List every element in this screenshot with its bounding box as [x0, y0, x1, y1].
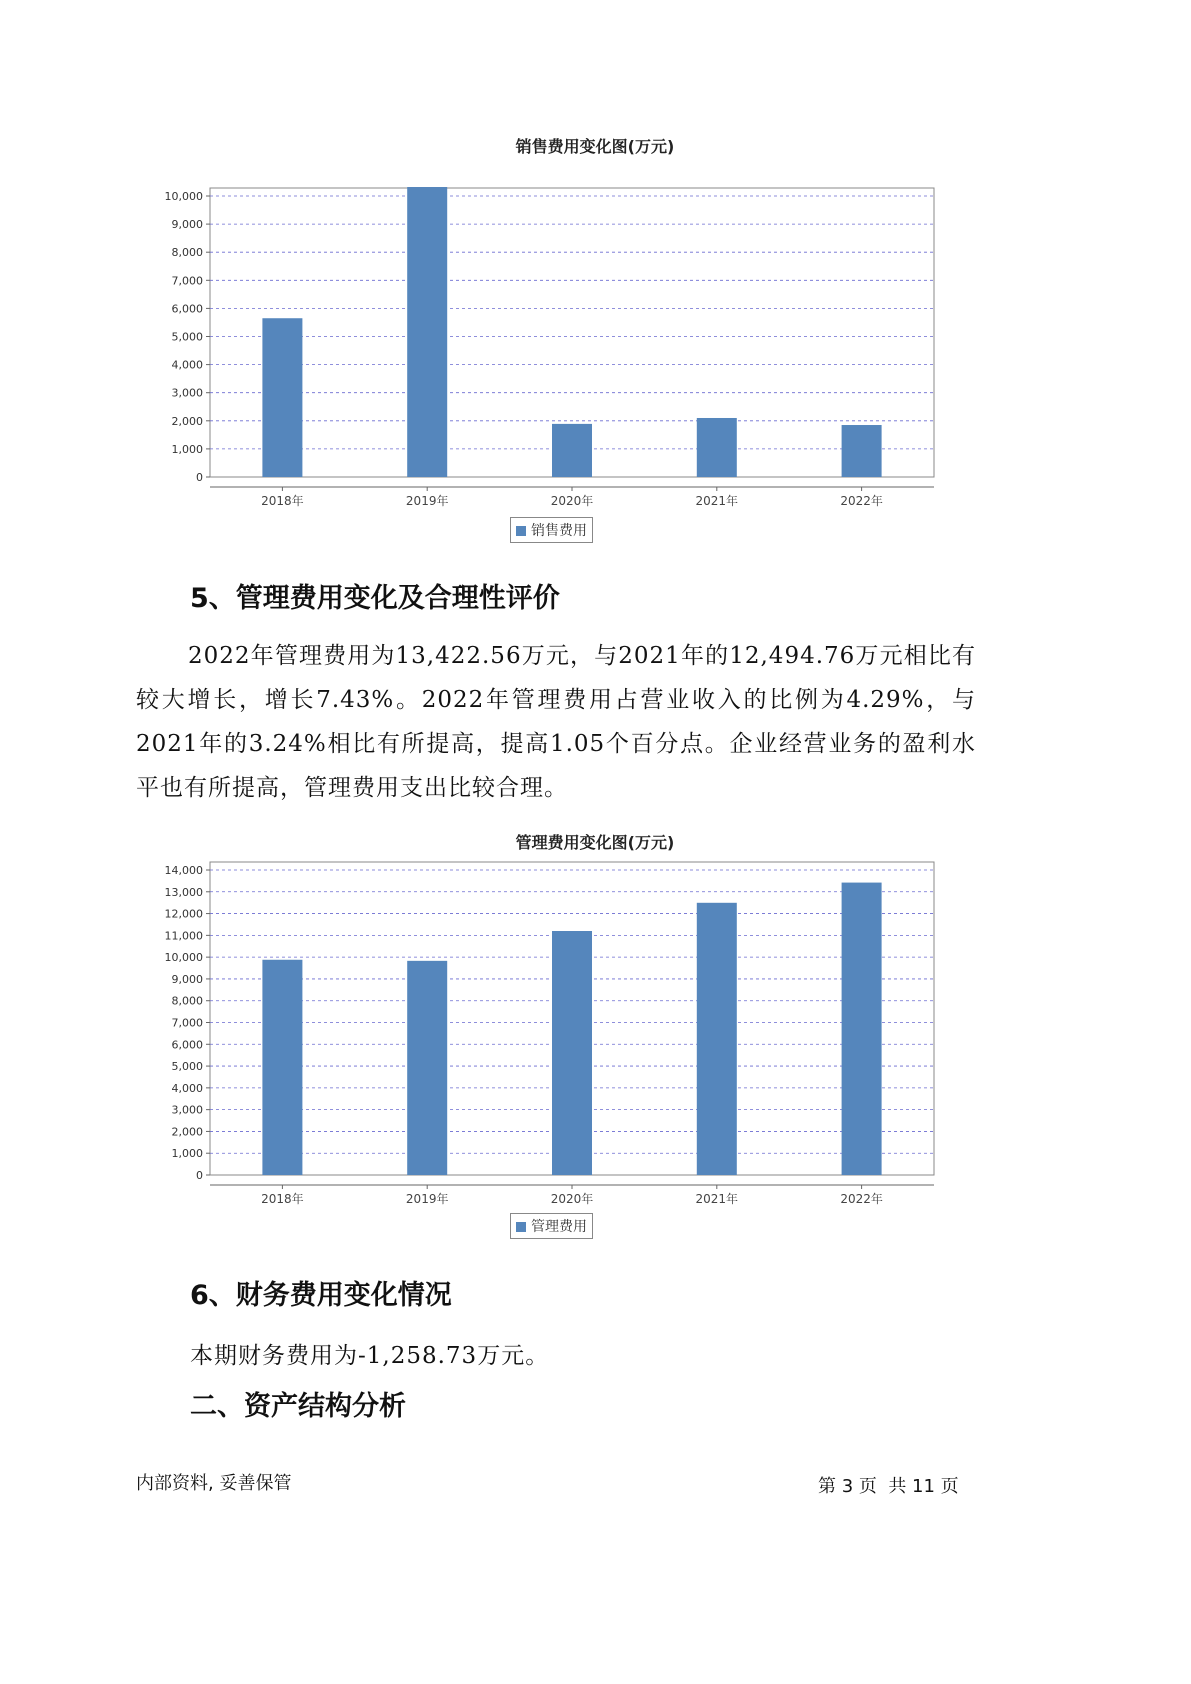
y-tick-label: 11,000 — [164, 929, 203, 943]
section-heading-admin-expense: 5、管理费用变化及合理性评价 — [190, 583, 560, 614]
y-tick-label: 10,000 — [164, 951, 203, 965]
y-tick-label: 4,000 — [171, 1081, 203, 1095]
y-tick-label: 10,000 — [164, 190, 203, 203]
y-tick-label: 5,000 — [171, 1060, 203, 1074]
bar — [407, 187, 447, 477]
x-tick-label: 2020年 — [550, 494, 594, 508]
y-tick-label: 13,000 — [164, 885, 203, 899]
x-tick-label: 2019年 — [405, 1192, 449, 1206]
x-tick-label: 2021年 — [695, 494, 739, 508]
paragraph-text: 2022年管理费用为13,422.56万元，与2021年的12,494.76万元相比有较大增长，增长7.43%。2022年管理费用占营业收入的比例为4.29%，与2021年的3.24%相比有所提高，提高1.05个百分点。企业经营业务的盈利水平也有所提高，管理费用支出比较合理。 — [136, 643, 976, 801]
y-tick-label: 3,000 — [171, 1103, 203, 1117]
legend-swatch — [516, 526, 526, 536]
admin-expense-paragraph — [136, 634, 976, 810]
x-tick-label: 2018年 — [261, 494, 304, 508]
legend-label: 销售费用 — [531, 523, 587, 539]
chart-title: 管理费用变化图(万元) — [515, 833, 675, 852]
x-tick-label: 2022年 — [840, 1192, 883, 1206]
y-tick-label: 2,000 — [171, 414, 203, 428]
y-tick-label: 5,000 — [171, 330, 203, 344]
y-tick-label: 7,000 — [171, 1016, 203, 1030]
y-tick-label: 12,000 — [164, 907, 203, 921]
bar — [552, 931, 592, 1175]
chart-title: 销售费用变化图(万元) — [515, 137, 675, 156]
bar — [262, 960, 302, 1175]
y-tick-label: 6,000 — [171, 1038, 203, 1052]
bar — [842, 425, 882, 477]
x-tick-label: 2020年 — [550, 1192, 594, 1206]
sales-expense-chart — [160, 130, 1030, 550]
admin-expense-bar-chart — [160, 860, 1030, 1240]
legend-swatch — [516, 1222, 526, 1232]
x-tick-label: 2018年 — [261, 1192, 304, 1206]
bar — [842, 883, 882, 1175]
y-tick-label: 4,000 — [171, 358, 203, 372]
y-tick-label: 9,000 — [171, 218, 203, 232]
bar — [552, 424, 592, 477]
finance-expense-paragraph: 本期财务费用为-1,258.73万元。 — [190, 1343, 550, 1369]
y-tick-label: 6,000 — [171, 302, 203, 316]
bar — [262, 318, 302, 477]
y-tick-label: 14,000 — [164, 864, 203, 877]
section-heading-asset-structure: 二、资产结构分析 — [190, 1391, 406, 1422]
y-tick-label: 0 — [196, 1169, 203, 1182]
y-tick-label: 1,000 — [171, 1147, 203, 1161]
bar — [407, 961, 447, 1175]
footer-confidential-note: 内部资料, 妥善保管 — [136, 1473, 292, 1494]
x-tick-label: 2021年 — [695, 1192, 739, 1206]
section-heading-finance-expense: 6、财务费用变化情况 — [190, 1280, 452, 1311]
y-tick-label: 1,000 — [171, 442, 203, 456]
y-tick-label: 7,000 — [171, 274, 203, 288]
y-tick-label: 8,000 — [171, 246, 203, 260]
y-tick-label: 3,000 — [171, 386, 203, 400]
bar — [697, 418, 737, 477]
sales-expense-bar-chart — [160, 160, 1030, 540]
chart-legend — [510, 1213, 593, 1239]
admin-expense-chart — [160, 826, 1030, 1246]
y-tick-label: 9,000 — [171, 972, 203, 986]
y-tick-label: 0 — [196, 471, 203, 484]
legend-label: 管理费用 — [531, 1219, 587, 1235]
chart-legend — [510, 517, 593, 543]
y-tick-label: 2,000 — [171, 1125, 203, 1139]
x-tick-label: 2022年 — [840, 494, 883, 508]
x-tick-label: 2019年 — [405, 494, 449, 508]
bar — [697, 903, 737, 1175]
y-tick-label: 8,000 — [171, 994, 203, 1008]
footer-page-number: 第 3 页 共 11 页 — [818, 1476, 959, 1497]
